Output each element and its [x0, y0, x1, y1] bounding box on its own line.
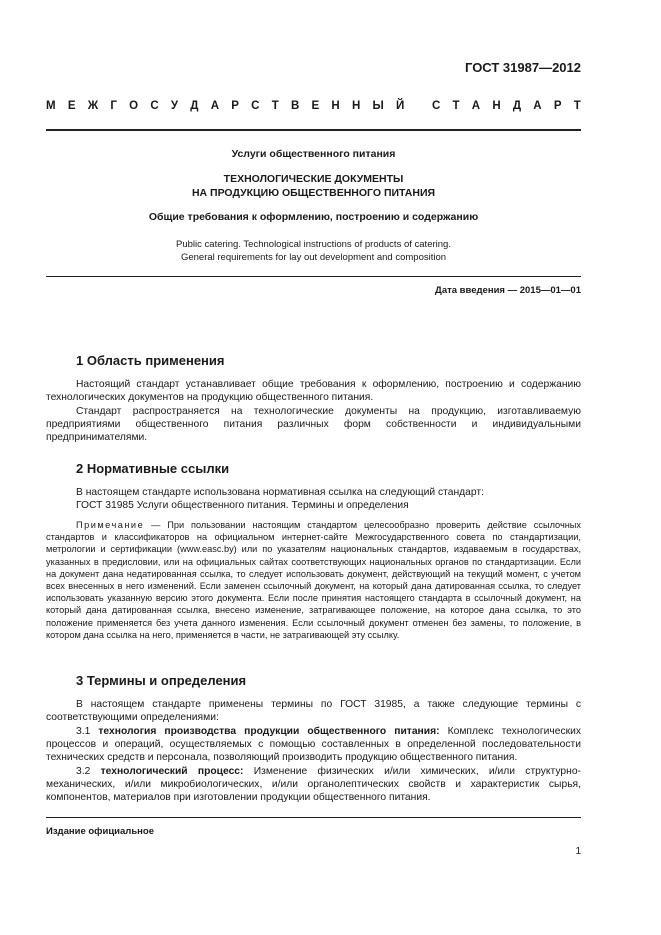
- section-2-paragraph-1: [46, 486, 581, 499]
- section-1-heading: 1 Область применения: [76, 353, 225, 368]
- section-1-paragraph-2: [46, 405, 581, 445]
- title-rule: [46, 276, 581, 277]
- section-2-note: [46, 519, 581, 641]
- interstate-standard-banner: [46, 100, 581, 112]
- banner-letter: Е: [67, 100, 76, 112]
- term-3-2-definition: Изменение физических и/или химических, и/или структурно-механических, и/или микробиологических, и/или органолептических свойств и характеристик сырья, компонентов, материалов при изготовлении продукции общественного питания.: [46, 766, 581, 804]
- banner-letter: В: [290, 100, 300, 112]
- banner-letter: Т: [573, 100, 581, 112]
- banner-letter: О: [129, 100, 139, 112]
- banner-letter: Ы: [372, 100, 384, 112]
- section-2-paragraph-1-text: В настоящем стандарте использована нормативная ссылка на следующий стандарт:: [76, 487, 484, 498]
- banner-letter: Г: [110, 100, 117, 112]
- banner-letter: Н: [492, 100, 501, 112]
- section-1-paragraph-2-text: Стандарт распространяется на технологические документы на продукцию, изготавливаемую предприятиями общественного питания различных форм собственности и индивидуальными предпринимателями.: [46, 406, 581, 444]
- english-title-line-2: General requirements for lay out development and composition: [180, 252, 447, 263]
- introduction-date: Дата введения — 2015—01—01: [435, 285, 581, 296]
- main-title-line-1: ТЕХНОЛОГИЧЕСКИЕ ДОКУМЕНТЫ: [223, 173, 404, 185]
- section-1-paragraph-1: [46, 378, 581, 404]
- official-edition-label: Издание официальное: [46, 826, 154, 837]
- term-3-2-number: 3.2: [76, 766, 101, 777]
- banner-letter: А: [210, 100, 220, 112]
- term-3-2: [46, 765, 581, 805]
- banner-letter: Т: [452, 100, 460, 112]
- banner-letter: Й: [396, 100, 405, 112]
- title-subject: Услуги общественного питания: [231, 148, 396, 160]
- term-3-2-term: технологический процесс:: [100, 766, 244, 777]
- banner-letter: Р: [231, 100, 239, 112]
- note-label: Примечание: [76, 520, 145, 530]
- banner-letter: Д: [190, 100, 199, 112]
- footer-rule: [46, 817, 581, 818]
- banner-letter: А: [471, 100, 481, 112]
- banner-letter: С: [150, 100, 159, 112]
- section-3-heading: 3 Термины и определения: [76, 673, 247, 688]
- banner-letter: С: [251, 100, 260, 112]
- banner-letter: Д: [512, 100, 522, 112]
- section-2-heading: 2 Нормативные ссылки: [76, 461, 230, 476]
- banner-letter: Н: [331, 100, 340, 112]
- banner-letter: Ж: [87, 100, 99, 112]
- term-3-1-term: технология производства продукции общественного питания:: [98, 726, 440, 737]
- header-rule: [46, 129, 581, 131]
- main-title: [46, 172, 581, 200]
- english-title: [46, 238, 581, 264]
- banner-letter: А: [533, 100, 542, 112]
- page-number: 1: [575, 846, 581, 857]
- section-1-paragraph-1-text: Настоящий стандарт устанавливает общие требования к оформлению, построению и содержанию технологических документов на продукцию общественного питания.: [46, 379, 581, 404]
- banner-letter: Т: [271, 100, 279, 112]
- banner-letter: Р: [553, 100, 562, 112]
- banner-letter: Н: [351, 100, 361, 112]
- term-3-1: [46, 725, 581, 765]
- section-3-paragraph-1-text: В настоящем стандарте применены термины по ГОСТ 31985, а также следующие термины с соответствующими определениями:: [46, 699, 581, 724]
- main-title-line-2: НА ПРОДУКЦИЮ ОБЩЕСТВЕННОГО ПИТАНИЯ: [191, 187, 436, 199]
- english-title-line-1: Public catering. Technological instructions of products of catering.: [176, 239, 451, 250]
- banner-letter: Е: [311, 100, 320, 112]
- term-3-1-definition: Комплекс технологических процессов и операций, осуществляемых с помощью составленных в определенной последовательности технических средств и персонала, позволяющий производить продукцию общественного питания.: [46, 726, 582, 764]
- banner-letter: У: [170, 100, 179, 112]
- term-3-1-number: 3.1: [76, 726, 99, 737]
- banner-letter: М: [46, 100, 56, 112]
- section-3-paragraph-1: [46, 698, 581, 724]
- section-2-reference-text: ГОСТ 31985 Услуги общественного питания. Термины и определения: [76, 500, 409, 511]
- note-text: — При пользовании настоящим стандартом целесообразно проверить действие ссылочных стандартов и классификаторов на официальном интернет-сайте Межгосударственного совета по стандартизации, метрологии и сертификации (www.easc.by) или по указателям национальных стандартов, издаваемым в государствах, указанных в предисловии, или на официальных сайтах соответствующих национальных органов по стандартизации. Если на документ дана недатированная ссылка, то следует использовать документ, действующий на текущий момент, с учетом всех внесенных в него изменений. Если заменен ссылочный документ, на который дана датированная ссылка, то следует использовать указанную версию этого документа. Если после принятия настоящего стандарта в ссылочный документ, на который дана датированная ссылка, внесено изменение, затрагивающее положение, на которое дана ссылка, то это положение применяется без учета данного изменения. Если ссылочный документ отменен без замены, то положение, в котором дана ссылка на него, применяется в части, не затрагивающей эту ссылку.: [46, 520, 581, 640]
- title-scope: Общие требования к оформлению, построению и содержанию: [148, 211, 479, 223]
- banner-letter: С: [431, 100, 441, 112]
- banner-letter: [417, 100, 420, 112]
- section-2-reference: [46, 499, 581, 512]
- document-code: ГОСТ 31987—2012: [465, 60, 581, 75]
